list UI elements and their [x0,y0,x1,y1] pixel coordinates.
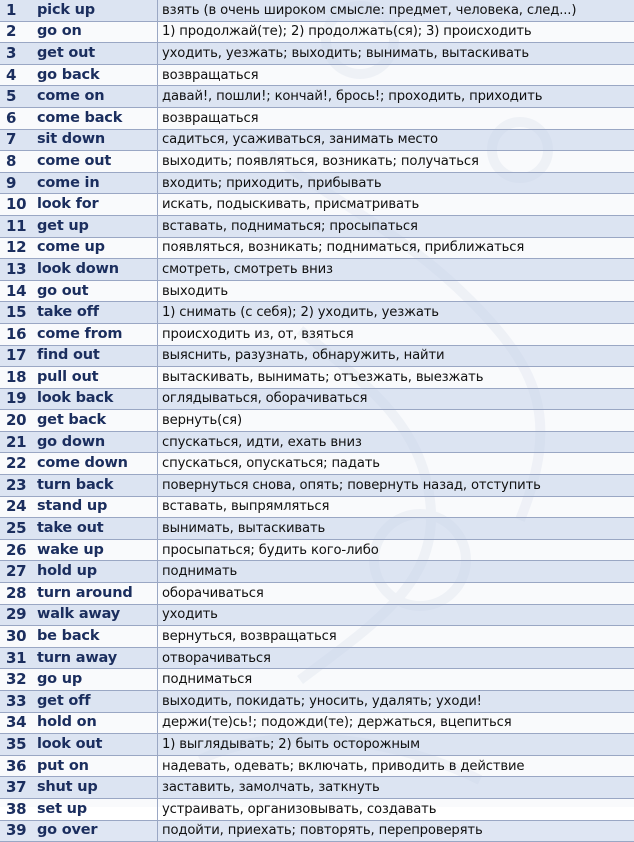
phrasal-verb: go over [37,820,158,842]
row-number: 9 [0,172,37,194]
table-row [0,129,634,151]
phrasal-verb: come out [37,151,158,173]
table-row [0,410,634,432]
table-row [0,323,634,345]
translation: садиться, усаживаться, занимать место [158,129,634,151]
translation: повернуться снова, опять; повернуть назад, отступить [158,475,634,497]
phrasal-verb: be back [37,626,158,648]
phrasal-verb: sit down [37,129,158,151]
table-row [0,777,634,799]
phrasal-verb: go back [37,64,158,86]
table-row [0,237,634,259]
phrasal-verb: stand up [37,496,158,518]
phrasal-verb: turn back [37,475,158,497]
row-number: 20 [0,410,37,432]
phrasal-verb: wake up [37,539,158,561]
table-row [0,604,634,626]
table-row [0,453,634,475]
row-number: 24 [0,496,37,518]
translation: вставать, выпрямляться [158,496,634,518]
translation: возвращаться [158,107,634,129]
translation: заставить, замолчать, заткнуть [158,777,634,799]
row-number: 8 [0,151,37,173]
phrasal-verb: get out [37,43,158,65]
table-row [0,798,634,820]
phrasal-verb: look back [37,388,158,410]
phrasal-verb: come from [37,323,158,345]
table-row [0,755,634,777]
table-row [0,259,634,281]
row-number: 6 [0,107,37,129]
translation: оглядываться, оборачиваться [158,388,634,410]
row-number: 14 [0,280,37,302]
row-number: 33 [0,691,37,713]
table-row [0,21,634,43]
row-number: 4 [0,64,37,86]
row-number: 15 [0,302,37,324]
phrasal-verb: go down [37,431,158,453]
table-row [0,302,634,324]
table-row [0,431,634,453]
translation: держи(те)сь!; подожди(те); держаться, вцепиться [158,712,634,734]
translation: надевать, одевать; включать, приводить в действие [158,755,634,777]
row-number: 19 [0,388,37,410]
translation: давай!, пошли!; кончай!, брось!; проходить, приходить [158,86,634,108]
phrasal-verb: shut up [37,777,158,799]
phrasal-verb: turn away [37,647,158,669]
row-number: 17 [0,345,37,367]
phrasal-verb: go out [37,280,158,302]
table-row [0,583,634,605]
row-number: 27 [0,561,37,583]
row-number: 28 [0,583,37,605]
phrasal-verb: look for [37,194,158,216]
translation: уходить, уезжать; выходить; вынимать, вытаскивать [158,43,634,65]
table-row [0,151,634,173]
row-number: 7 [0,129,37,151]
row-number: 23 [0,475,37,497]
row-number: 13 [0,259,37,281]
phrasal-verb: pick up [37,0,158,21]
table-row [0,539,634,561]
row-number: 22 [0,453,37,475]
phrasal-verb: get off [37,691,158,713]
phrasal-verb: walk away [37,604,158,626]
translation: вставать, подниматься; просыпаться [158,215,634,237]
table-row [0,734,634,756]
translation: появляться, возникать; подниматься, приближаться [158,237,634,259]
translation: вытаскивать, вынимать; отъезжать, выезжать [158,367,634,389]
row-number: 31 [0,647,37,669]
table-row [0,215,634,237]
translation: устраивать, организовывать, создавать [158,798,634,820]
translation: 1) снимать (с себя); 2) уходить, уезжать [158,302,634,324]
row-number: 5 [0,86,37,108]
table-row [0,345,634,367]
translation: подниматься [158,669,634,691]
phrasal-verb: look down [37,259,158,281]
row-number: 21 [0,431,37,453]
table-row [0,86,634,108]
translation: выходить [158,280,634,302]
phrasal-verb: set up [37,798,158,820]
translation: оборачиваться [158,583,634,605]
translation: входить; приходить, прибывать [158,172,634,194]
row-number: 3 [0,43,37,65]
phrasal-verb: come down [37,453,158,475]
translation: возвращаться [158,64,634,86]
phrasal-verb: find out [37,345,158,367]
row-number: 25 [0,518,37,540]
row-number: 16 [0,323,37,345]
table-row [0,0,634,21]
row-number: 36 [0,755,37,777]
translation: взять (в очень широком смысле: предмет, человека, след...) [158,0,634,21]
phrasal-verb: get up [37,215,158,237]
phrasal-verb: look out [37,734,158,756]
table-row [0,691,634,713]
phrasal-verb: take out [37,518,158,540]
translation: 1) продолжай(те); 2) продолжать(ся); 3) происходить [158,21,634,43]
phrasal-verb: come up [37,237,158,259]
phrasal-verb: put on [37,755,158,777]
translation: просыпаться; будить кого-либо [158,539,634,561]
table-row [0,647,634,669]
phrasal-verb: hold on [37,712,158,734]
translation: вернуть(ся) [158,410,634,432]
table-row [0,712,634,734]
phrasal-verb: come back [37,107,158,129]
table-row [0,43,634,65]
phrasal-verb: come in [37,172,158,194]
phrasal-verb: hold up [37,561,158,583]
table-row [0,280,634,302]
translation: вернуться, возвращаться [158,626,634,648]
table-row [0,820,634,842]
phrasal-verb: go up [37,669,158,691]
table-row [0,669,634,691]
translation: искать, подыскивать, присматривать [158,194,634,216]
translation: 1) выглядывать; 2) быть осторожным [158,734,634,756]
row-number: 34 [0,712,37,734]
translation: выходить; появляться, возникать; получаться [158,151,634,173]
table-row [0,64,634,86]
table-row [0,107,634,129]
row-number: 11 [0,215,37,237]
table-row [0,172,634,194]
translation: вынимать, вытаскивать [158,518,634,540]
phrasal-verb: come on [37,86,158,108]
translation: смотреть, смотреть вниз [158,259,634,281]
row-number: 26 [0,539,37,561]
table-row [0,496,634,518]
translation: выходить, покидать; уносить, удалять; уходи! [158,691,634,713]
row-number: 10 [0,194,37,216]
translation: поднимать [158,561,634,583]
row-number: 38 [0,798,37,820]
phrasal-verb: take off [37,302,158,324]
table-row [0,626,634,648]
translation: спускаться, идти, ехать вниз [158,431,634,453]
row-number: 1 [0,0,37,21]
phrasal-verb: go on [37,21,158,43]
row-number: 37 [0,777,37,799]
table-row [0,194,634,216]
translation: спускаться, опускаться; падать [158,453,634,475]
phrasal-verb: pull out [37,367,158,389]
table-row [0,561,634,583]
translation: отворачиваться [158,647,634,669]
phrasal-verb: turn around [37,583,158,605]
table-row [0,518,634,540]
table-row [0,388,634,410]
phrasal-verb: get back [37,410,158,432]
row-number: 2 [0,21,37,43]
table-row [0,475,634,497]
row-number: 12 [0,237,37,259]
row-number: 29 [0,604,37,626]
translation: уходить [158,604,634,626]
translation: происходить из, от, взяться [158,323,634,345]
translation: выяснить, разузнать, обнаружить, найти [158,345,634,367]
table-row [0,367,634,389]
row-number: 35 [0,734,37,756]
row-number: 39 [0,820,37,842]
row-number: 18 [0,367,37,389]
row-number: 32 [0,669,37,691]
translation: подойти, приехать; повторять, перепроверять [158,820,634,842]
row-number: 30 [0,626,37,648]
